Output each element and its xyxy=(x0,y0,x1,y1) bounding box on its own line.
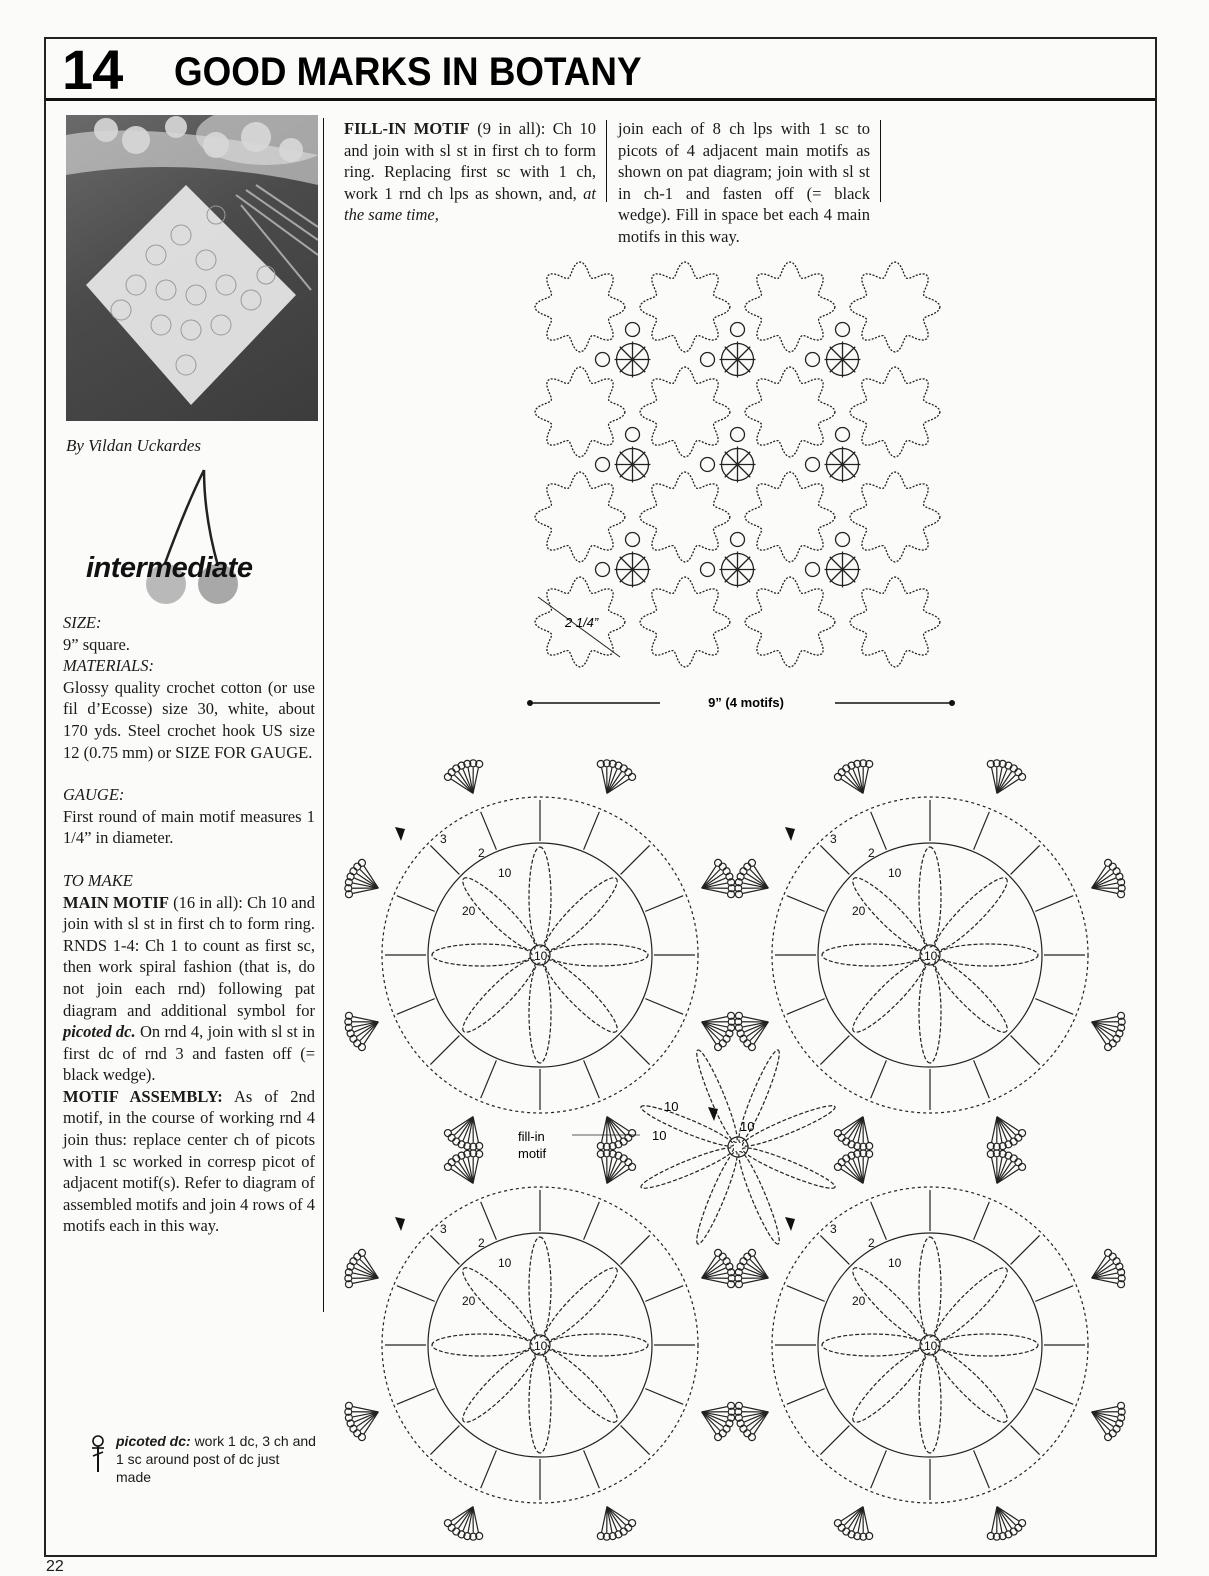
picoted-dc-reference: picoted dc. xyxy=(63,1022,136,1041)
fill-in-text-2: join each of 8 ch lps with 1 sc to picots of 4 adjacent main motifs as shown on pat diagram; join with sl st in ch-1 and fasten off (= black wedge). Fill in space bet each 4 main motifs in this way. xyxy=(618,118,870,248)
picoted-dc-symbol-icon xyxy=(88,1434,110,1474)
doily-photo-drawing xyxy=(66,115,318,421)
ring-label: 10 xyxy=(534,1339,548,1353)
materials-text: Glossy quality crochet cotton (or use fil d’Ecosse) size 30, white, about 170 yds. Steel crochet hook US size 12 (0.75 mm) or SIZE FOR GAUGE. xyxy=(63,677,315,763)
main-motif-heading: MAIN MOTIF xyxy=(63,893,169,912)
fill-in-column-2-text xyxy=(618,118,870,248)
assembly-main-motif xyxy=(535,472,625,562)
round-2-label: 2 xyxy=(478,846,485,860)
fill-in-ring-label: 10 xyxy=(740,1119,754,1134)
assembly-main-motif xyxy=(745,367,835,457)
round-2-label: 2 xyxy=(868,1236,875,1250)
assembly-heading: MOTIF ASSEMBLY: xyxy=(63,1087,223,1106)
main-motif-text-1: Ch 10 and join with sl st in first ch to form ring. RNDS 1-4: Ch 1 to count as first sc, then work spiral fashion (that is, do not join each rnd) following pat diagram and additional symbol for xyxy=(63,893,315,1020)
ring-label: 10 xyxy=(924,1339,938,1353)
size-value: 9” square. xyxy=(63,634,315,656)
chain-20-label: 20 xyxy=(462,904,476,918)
fill-in-italic: at the same time, xyxy=(344,184,596,225)
assembly-main-motif xyxy=(745,577,835,667)
pattern-number: 14 xyxy=(62,37,122,102)
skill-level-label: intermediate xyxy=(86,552,252,585)
fill-in-label-line-1: fill-in xyxy=(518,1129,545,1144)
column-rule-3 xyxy=(880,120,881,202)
doily-photo xyxy=(66,115,318,421)
chain-20-label: 20 xyxy=(462,1294,476,1308)
round-3-label: 3 xyxy=(440,832,447,846)
column-rule-2 xyxy=(606,120,607,202)
fill-in-heading: FILL-IN MOTIF xyxy=(344,119,470,138)
legend-description: work 1 dc, 3 ch and 1 sc around post of dc just made xyxy=(116,1433,316,1485)
width-label: 9” (4 motifs) xyxy=(708,695,784,710)
page-header xyxy=(46,39,1155,101)
assembly-main-motif xyxy=(850,577,940,667)
chain-10-label: 10 xyxy=(498,1256,512,1270)
chain-20-label: 20 xyxy=(852,904,866,918)
gauge-text: First round of main motif measures 1 1/4” in diameter. xyxy=(63,806,315,849)
legend-term: picoted dc: xyxy=(116,1433,191,1449)
assembly-main-motif xyxy=(640,262,730,352)
motif-size-label: 2 1/4” xyxy=(564,615,599,630)
designer-byline: By Vildan Uckardes xyxy=(66,436,201,456)
left-column-rule xyxy=(323,118,324,1312)
assembly-main-motif xyxy=(850,367,940,457)
assembly-main-motif xyxy=(640,367,730,457)
assembly-main-motif xyxy=(745,262,835,352)
assembly-diagram xyxy=(520,255,970,725)
gauge-label: GAUGE: xyxy=(63,784,315,806)
cherry-icon xyxy=(86,466,306,616)
round-3-label: 3 xyxy=(830,832,837,846)
chain-20-label: 20 xyxy=(852,1294,866,1308)
fill-in-label-line-2: motif xyxy=(518,1146,547,1161)
assembly-paragraph xyxy=(63,1086,315,1237)
fill-in-chain-label-a: 10 xyxy=(664,1099,678,1114)
round-3-label: 3 xyxy=(440,1222,447,1236)
skill-level-badge xyxy=(86,466,306,616)
assembly-main-motif xyxy=(640,472,730,562)
left-column-instructions xyxy=(63,612,315,1237)
to-make-label: TO MAKE xyxy=(63,870,315,892)
assembly-main-motif xyxy=(850,262,940,352)
assembly-main-motif xyxy=(640,577,730,667)
round-2-label: 2 xyxy=(478,1236,485,1250)
page-title: GOOD MARKS IN BOTANY xyxy=(174,50,642,95)
ring-label: 10 xyxy=(924,949,938,963)
chain-10-label: 10 xyxy=(888,1256,902,1270)
assembly-main-motif xyxy=(535,367,625,457)
pattern-diagram xyxy=(340,755,1140,1545)
main-motif-text-2: On rnd 4, join with sl st in first dc of rnd 3 and fasten off (= black wedge). xyxy=(63,1022,315,1084)
round-3-label: 3 xyxy=(830,1222,837,1236)
fill-in-chain-label-b: 10 xyxy=(652,1128,666,1143)
fill-in-text-1: Ch 10 and join with sl st in first ch to form ring. Replacing first sc with 1 ch, work 1 rnd ch lps as shown, and, xyxy=(344,119,596,203)
page-number: 22 xyxy=(46,1558,64,1576)
round-2-label: 2 xyxy=(868,846,875,860)
fill-in-column-1 xyxy=(344,118,596,226)
ring-label: 10 xyxy=(534,949,548,963)
fill-in-motif-chart xyxy=(638,1047,837,1246)
materials-label: MATERIALS: xyxy=(63,655,315,677)
chain-10-label: 10 xyxy=(888,866,902,880)
main-motif-count: (16 in all): xyxy=(173,893,243,912)
assembly-text: As of 2nd motif, in the course of working rnd 4 join thus: replace center ch of picots with 1 sc worked in corresp picot of adjacent motif(s). Refer to diagram of assembled motifs and join 4 rows of 4 motifs each in this way. xyxy=(63,1087,315,1236)
fill-in-count: (9 in all): xyxy=(477,119,545,138)
legend-text xyxy=(116,1432,316,1486)
main-motif-paragraph xyxy=(63,892,315,1086)
assembly-main-motif xyxy=(745,472,835,562)
assembly-main-motif xyxy=(850,472,940,562)
chain-10-label: 10 xyxy=(498,866,512,880)
assembly-main-motif xyxy=(535,262,625,352)
size-label: SIZE: xyxy=(63,612,315,634)
